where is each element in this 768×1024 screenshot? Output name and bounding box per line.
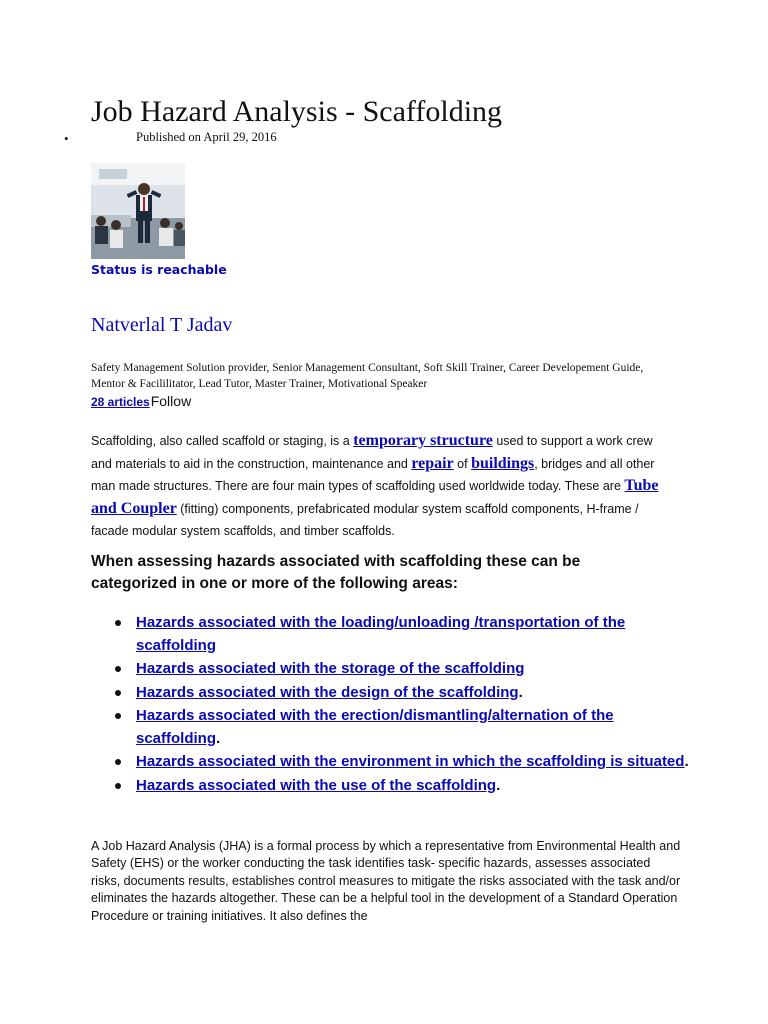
list-item bbox=[100, 775, 690, 798]
list-item bbox=[100, 682, 690, 705]
published-date: Published on April 29, 2016 bbox=[136, 130, 277, 144]
intro-paragraph bbox=[91, 430, 663, 543]
hazard-link-erection[interactable]: Hazards associated with the erection/dismantling/alternation of the scaffolding bbox=[136, 707, 614, 747]
section-heading: When assessing hazards associated with scaffolding these can be categorized in one or more of the following areas: bbox=[91, 553, 581, 592]
link-repair[interactable]: repair bbox=[411, 454, 454, 472]
intro-text-5: (fitting) components, prefabricated modular system scaffold components, H-frame / facade modular system scaffolds, and timber scaffolds. bbox=[91, 501, 639, 538]
intro-text-1: Scaffolding, also called scaffold or staging, is a bbox=[91, 434, 354, 448]
list-item-suffix: . bbox=[216, 729, 221, 747]
author-name[interactable]: Natverlal T Jadav bbox=[91, 314, 233, 336]
follow-button[interactable]: Follow bbox=[150, 393, 192, 409]
list-item-suffix: . bbox=[518, 683, 523, 701]
list-item bbox=[100, 751, 690, 774]
link-buildings[interactable]: buildings bbox=[471, 454, 535, 472]
intro-text-4: , bridges and all other man made structures. There are four main types of scaffolding used worldwide today. These are bbox=[91, 456, 655, 493]
hazard-list bbox=[100, 612, 690, 798]
list-item bbox=[100, 658, 690, 681]
list-item bbox=[100, 612, 690, 657]
hazard-link-transportation[interactable]: Hazards associated with the loading/unloading /transportation of the scaffolding bbox=[136, 614, 626, 654]
hazard-link-use[interactable]: Hazards associated with the use of the scaffolding bbox=[136, 776, 497, 794]
list-item bbox=[100, 705, 690, 750]
intro-text-2: used to support a work crew and materials to aid in the construction, maintenance and bbox=[91, 434, 653, 471]
hazard-link-design[interactable]: Hazards associated with the design of the scaffolding bbox=[136, 683, 519, 701]
hazard-link-environment[interactable]: Hazards associated with the environment in which the scaffolding is situated bbox=[136, 753, 685, 770]
list-item-suffix: . bbox=[684, 753, 689, 770]
author-photo[interactable] bbox=[91, 163, 185, 259]
status-badge[interactable]: Status is reachable bbox=[91, 262, 227, 277]
intro-text-3: of bbox=[453, 456, 472, 471]
hazard-link-storage[interactable]: Hazards associated with the storage of the scaffolding bbox=[136, 660, 525, 677]
link-temporary-structure[interactable]: temporary structure bbox=[353, 432, 493, 449]
link-tube-and-coupler[interactable]: Tube and Coupler bbox=[91, 477, 659, 517]
author-stats bbox=[91, 393, 191, 411]
articles-link[interactable]: 28 articles bbox=[91, 395, 150, 409]
article-title: Job Hazard Analysis - Scaffolding bbox=[91, 95, 503, 128]
jha-paragraph: A Job Hazard Analysis (JHA) is a formal process by which a representative from Environmental Health and Safety (EHS) or the worker conducting the task identifies task- specific hazards, assesses associated risks, documents results, establishes control measures to mitigate the risks associated with the task and/or eliminates the hazards altogether. These can be a helpful tool in the development of a Standard Operation Procedure or training initiatives. It also defines the bbox=[91, 839, 681, 923]
author-headline: Safety Management Solution provider, Senior Management Consultant, Soft Skill Trainer, Career Developement Guide, Mentor & Facililitator, Lead Tutor, Master Trainer, Motivational Speaker bbox=[91, 362, 644, 390]
bullet-icon: • bbox=[64, 131, 69, 146]
list-item-suffix: . bbox=[496, 776, 501, 794]
